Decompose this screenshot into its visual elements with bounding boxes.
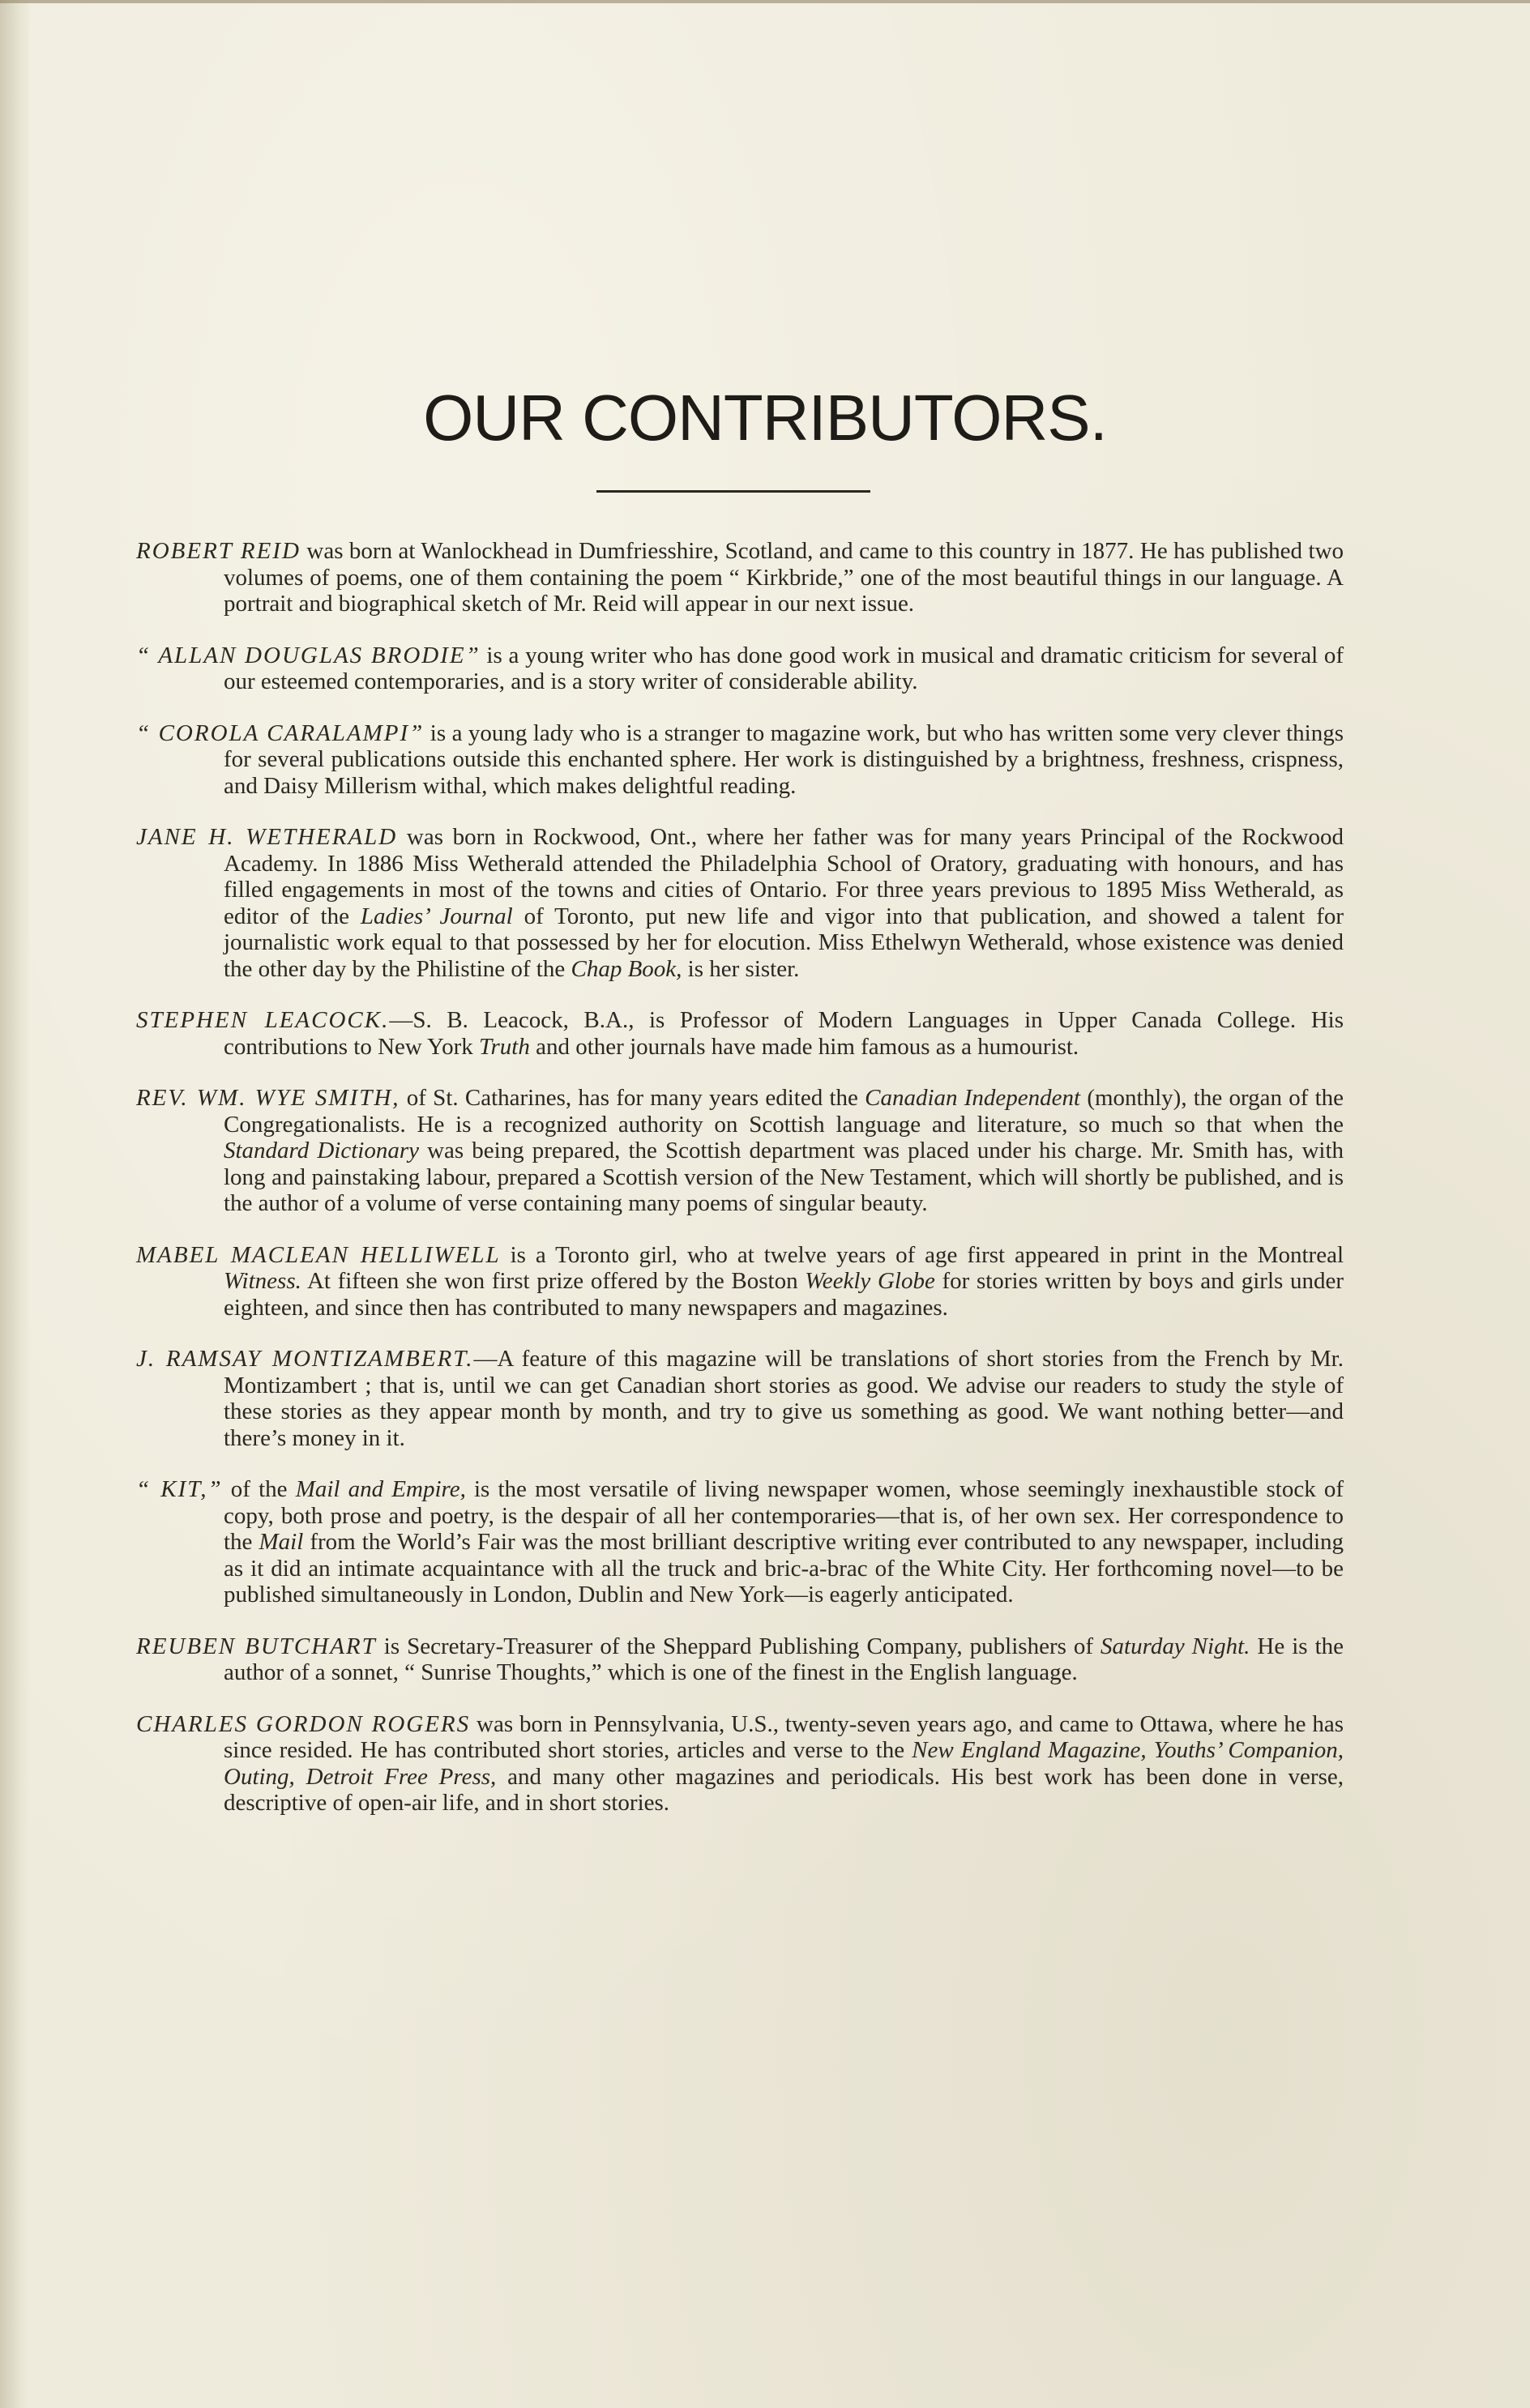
contributor-name: STEPHEN LEACOCK. bbox=[136, 1007, 390, 1033]
contributor-entry bbox=[136, 720, 1344, 800]
entry-text: is the most versatile of living newspaper women, whose seemingly inexhaustible stock of copy, both prose and poetry, is the despair of all her contemporaries—that is, of her own sex. Her correspondence to the bbox=[224, 1476, 1344, 1555]
entry-text: of the bbox=[230, 1476, 288, 1502]
entry-text: was being prepared, the Scottish department was placed under his charge. Mr. Smith has, with long and painstaking labour, prepared a Scottish version of the New Testament, which will shortly be published, and is the author of a volume of verse containing many poems of singular beauty. bbox=[224, 1138, 1344, 1216]
entry-text: is a Toronto girl, who at twelve years of age first appeared in print in the Montreal bbox=[510, 1241, 1344, 1268]
entry-text: from the World’s Fair was the most brilliant descriptive writing ever contributed to any newspaper, including as it did an intimate acquaintance with all the truck and bric-a-brac of the White City. Her forthcoming novel—to be published simultaneously in London, Dublin and New York—is eagerly anticipated. bbox=[224, 1529, 1344, 1607]
contributor-name: “ ALLAN DOUGLAS BRODIE” bbox=[136, 642, 481, 668]
entry-text: of St. Catharines, has for many years edited the bbox=[406, 1085, 858, 1111]
contributor-name: MABEL MACLEAN HELLIWELL bbox=[136, 1241, 501, 1268]
publication-title: Mail bbox=[259, 1529, 304, 1555]
page-gutter-shadow bbox=[0, 0, 29, 2408]
entry-text: —A feature of this magazine will be translations of short stories from the French by Mr. Montizambert ; that is, until we can get Canadian short stories as good. We advise our readers to study the style of these stories as they appear month by month, and try to give us something as good. We want nothing better—and there’s money in it. bbox=[224, 1346, 1344, 1451]
contributor-entry bbox=[136, 1007, 1344, 1060]
contributor-name: JANE H. WETHERALD bbox=[136, 824, 398, 850]
publication-title: Mail and Empire, bbox=[295, 1476, 466, 1502]
contributor-name: ROBERT REID bbox=[136, 538, 301, 564]
contributor-entry bbox=[136, 1711, 1344, 1817]
entry-text: was born at Wanlockhead in Dumfriesshire, Scotland, and came to this country in 1877. He has published two volumes of poems, one of them containing the poem “ Kirkbride,” one of the most beautiful things in our language. A portrait and biographical sketch of Mr. Reid will appear in our next issue. bbox=[224, 538, 1344, 617]
contributor-name: “ KIT,” bbox=[136, 1476, 223, 1502]
contributor-name: REV. WM. WYE SMITH, bbox=[136, 1085, 400, 1111]
contributor-name: CHARLES GORDON ROGERS bbox=[136, 1710, 471, 1737]
contributor-name: “ COROLA CARALAMPI” bbox=[136, 719, 425, 746]
contributor-name: J. RAMSAY MONTIZAMBERT. bbox=[136, 1346, 474, 1372]
contributor-name: REUBEN BUTCHART bbox=[136, 1633, 377, 1659]
publication-title: Canadian Independent bbox=[865, 1085, 1081, 1111]
publication-title: Chap Book, bbox=[571, 955, 682, 982]
contributor-entry bbox=[136, 1346, 1344, 1451]
entry-text: He is the author of a sonnet, “ Sunrise Thoughts,” which is one of the finest in the English language. bbox=[224, 1633, 1344, 1685]
entry-text: —S. B. Leacock, B.A., is Professor of Modern Languages in Upper Canada College. His contributions to New York bbox=[224, 1007, 1344, 1060]
contributor-entry bbox=[136, 1085, 1344, 1217]
entry-text: was born in Pennsylvania, U.S., twenty-seven years ago, and came to Ottawa, where he has since resided. He has contributed short stories, articles and verse to the bbox=[224, 1710, 1344, 1763]
entry-text: was born in Rockwood, Ont., where her father was for many years Principal of the Rockwood Academy. In 1886 Miss Wetherald attended the Philadelphia School of Oratory, graduating with honours, and has filled engagements in most of the towns and cities of Ontario. For three years previous to 1895 Miss Wetherald, as editor of the bbox=[224, 824, 1344, 929]
publication-title: Weekly Globe bbox=[805, 1268, 935, 1294]
entry-text: for stories written by boys and girls under eighteen, and since then has contributed to many newspapers and magazines. bbox=[224, 1268, 1344, 1321]
publication-title: New England Magazine, Youths’ Companion, Outing, Detroit Free Press, bbox=[224, 1737, 1344, 1790]
contributor-entry bbox=[136, 1242, 1344, 1321]
entry-text: At fifteen she won first prize offered by the Boston bbox=[306, 1268, 798, 1294]
page-title: OUR CONTRIBUTORS. bbox=[423, 382, 1107, 454]
publication-title: Saturday Night. bbox=[1100, 1633, 1250, 1659]
entry-text: is Secretary-Treasurer of the Sheppard Publishing Company, publishers of bbox=[383, 1633, 1094, 1659]
entry-text: of Toronto, put new life and vigor into that publication, and showed a talent for journalistic work equal to that possessed by her for elocution. Miss Ethelwyn Wetherald, whose existence was denied the other day by the Philistine of the bbox=[224, 903, 1344, 982]
entry-text: is a young lady who is a stranger to magazine work, but who has written some very clever things for several publications outside this enchanted sphere. Her work is distinguished by a brightness, freshness, crispness, and Daisy Millerism withal, which makes delightful reading. bbox=[224, 719, 1344, 799]
publication-title: Standard Dictionary bbox=[224, 1138, 419, 1163]
contributors-list bbox=[136, 538, 1344, 1842]
contributor-entry bbox=[136, 1633, 1344, 1686]
entry-text: (monthly), the organ of the Congregationalists. He is a recognized authority on Scottish language and literature, so much so that when the bbox=[224, 1085, 1344, 1138]
page-top-edge bbox=[0, 0, 1530, 3]
entry-text: and other journals have made him famous as a humourist. bbox=[536, 1033, 1079, 1060]
contributor-entry bbox=[136, 538, 1344, 617]
contributor-entry bbox=[136, 643, 1344, 695]
contributor-entry bbox=[136, 1476, 1344, 1608]
publication-title: Ladies’ Journal bbox=[360, 903, 513, 929]
contributor-entry bbox=[136, 824, 1344, 982]
entry-text: and many other magazines and periodicals. His best work has been done in verse, descriptive of open-air life, and in short stories. bbox=[224, 1763, 1344, 1816]
entry-text: is a young writer who has done good work in musical and dramatic criticism for several of our esteemed contemporaries, and is a story writer of considerable ability. bbox=[224, 642, 1344, 694]
title-rule bbox=[596, 490, 870, 493]
publication-title: Truth bbox=[478, 1033, 530, 1060]
publication-title: Witness. bbox=[224, 1268, 301, 1294]
entry-text: is her sister. bbox=[687, 955, 800, 982]
